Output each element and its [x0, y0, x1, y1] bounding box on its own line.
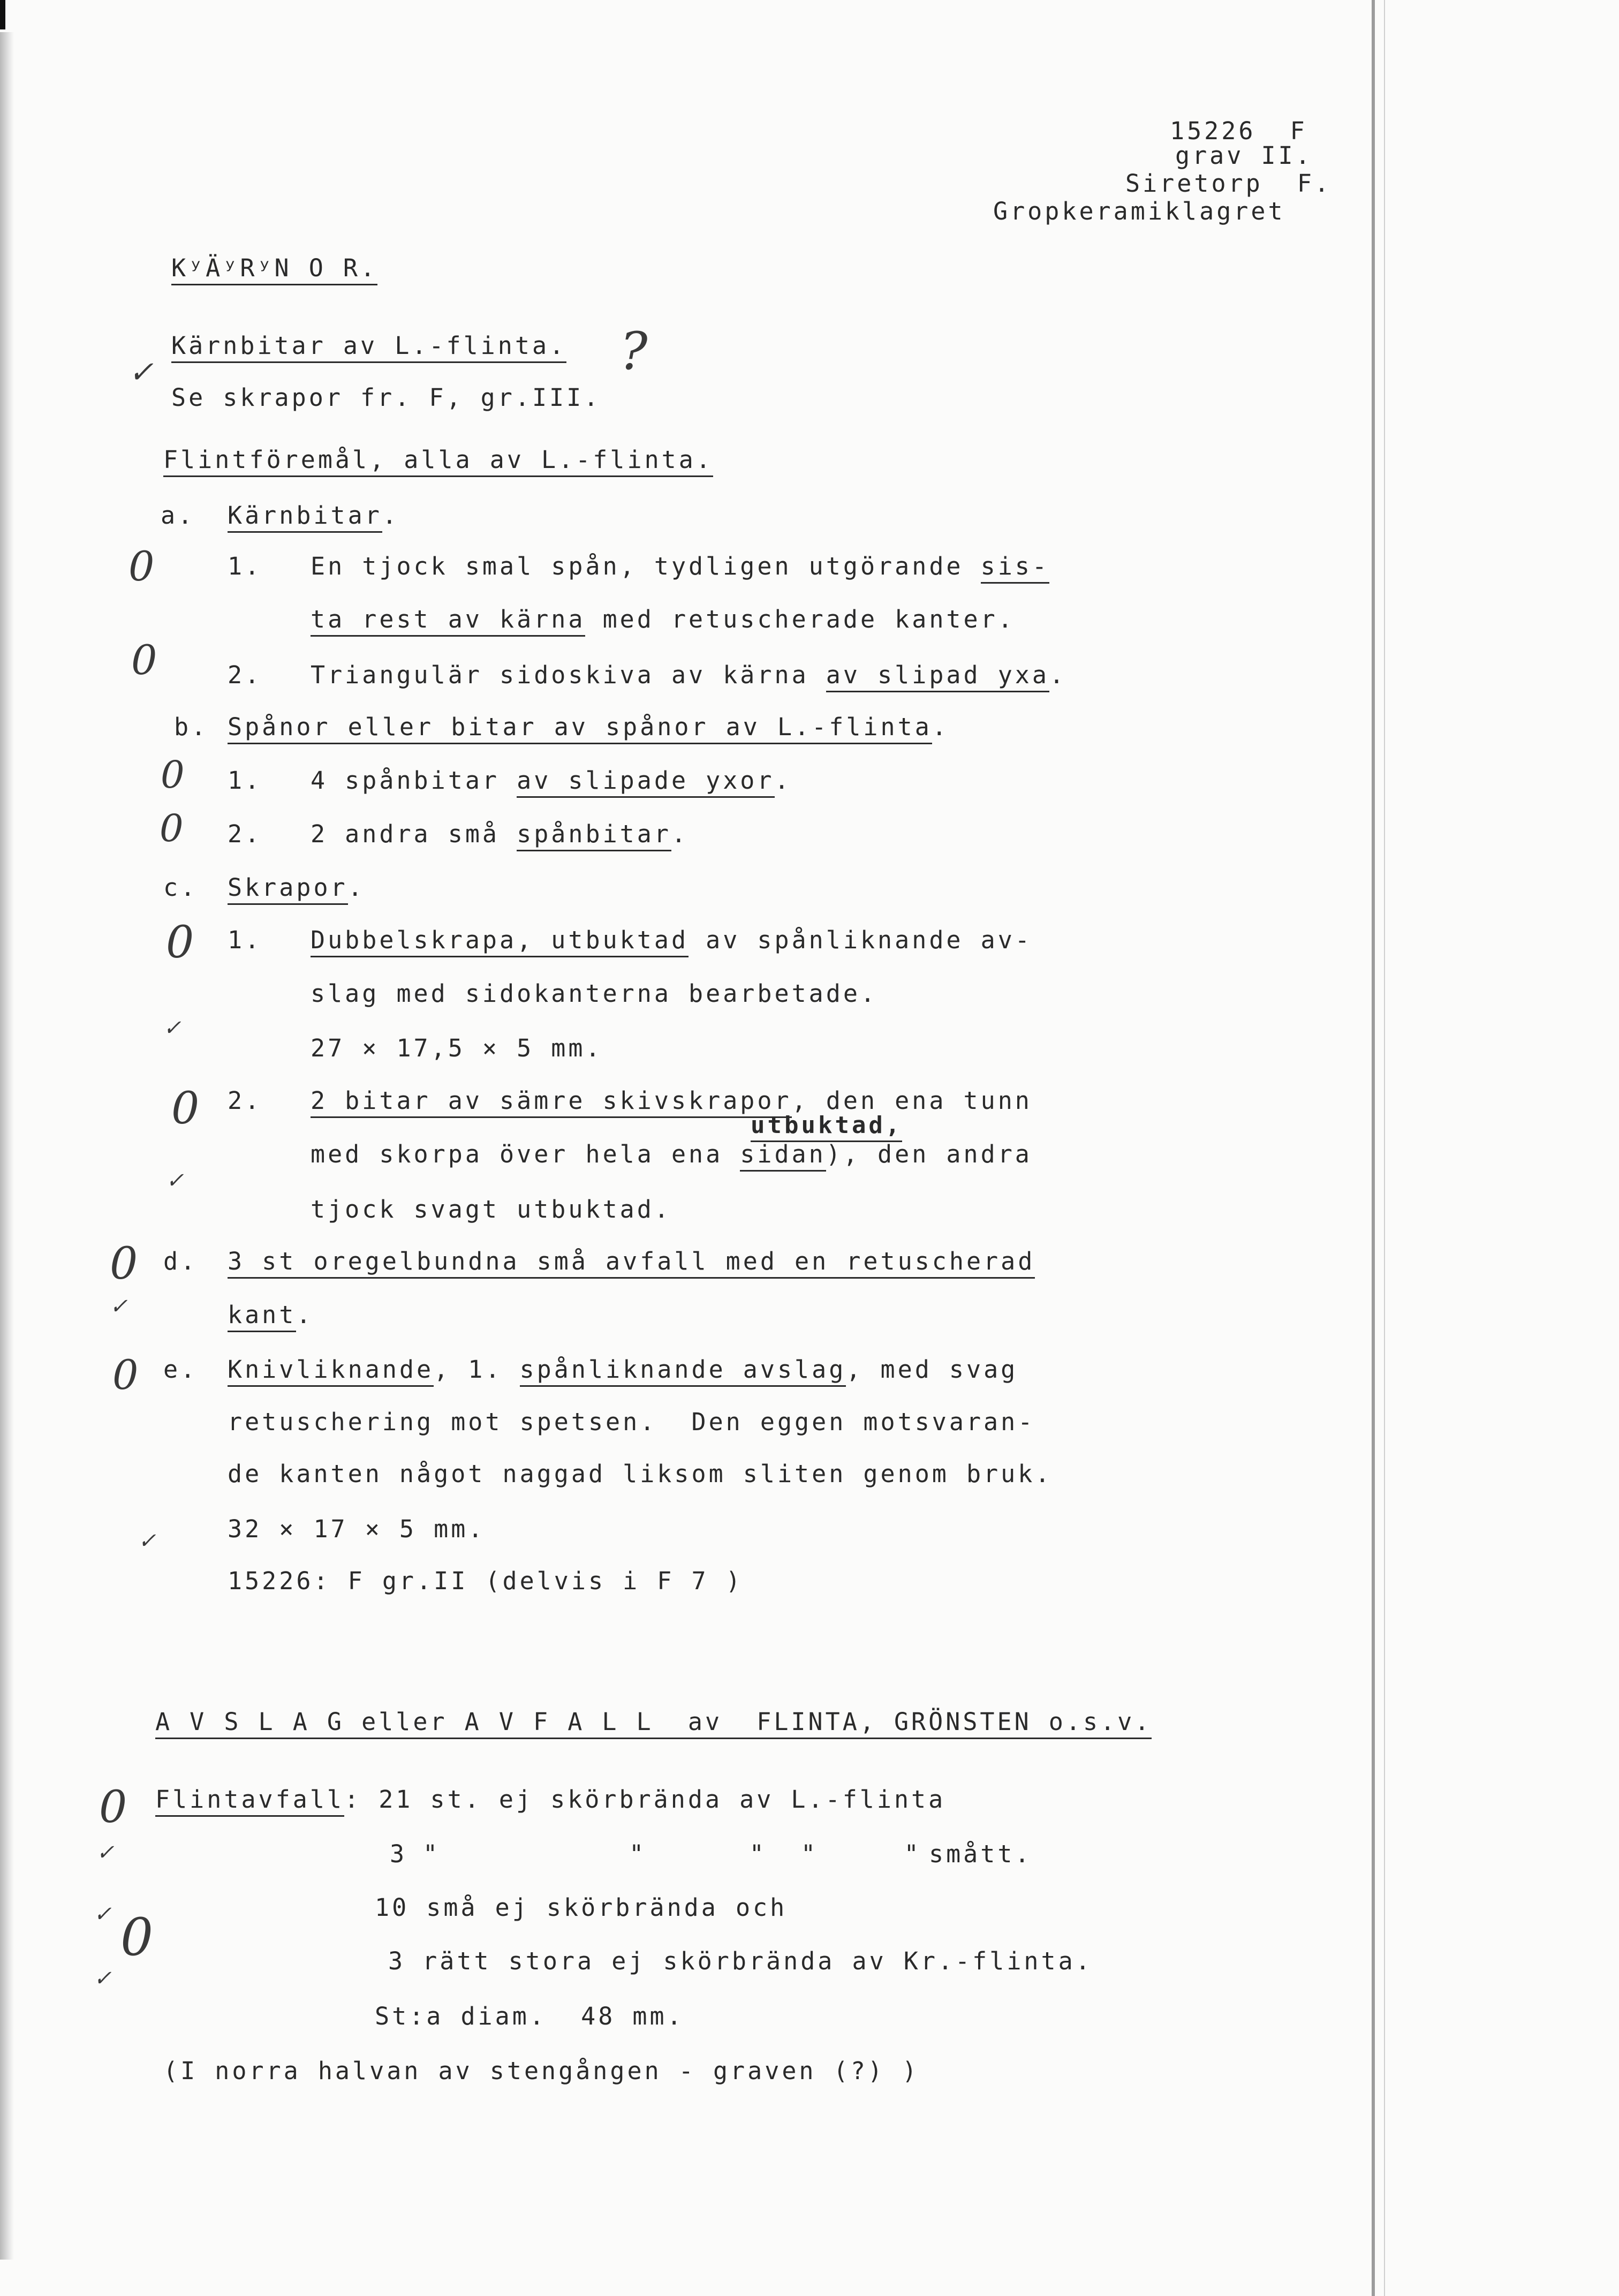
item-letter-e: e.	[163, 1355, 198, 1384]
item-c1-number: 1.	[228, 926, 262, 954]
item-b-title: Spånor eller bitar av spånor av L.-flinta.	[228, 715, 949, 739]
karnbitar-line: Kärnbitar av L.-flinta.	[171, 334, 566, 358]
zero-mark: 0	[120, 1907, 154, 1967]
item-a1-number: 1.	[228, 552, 262, 580]
item-e-text-line3: de kanten något naggad liksom sliten genom bruk.	[228, 1460, 1053, 1488]
question-mark: ?	[620, 321, 648, 381]
scan-edge-left	[0, 32, 14, 2260]
section-title-karnor: KʸÄʸRʸN O R.	[171, 256, 377, 280]
checkmark: ✓	[94, 1902, 112, 1927]
zero-mark: 0	[110, 1238, 138, 1289]
item-letter-a: a.	[161, 501, 195, 530]
flintavfall-line3: 10 små ej skörbrända och	[375, 1893, 788, 1922]
zero-mark: 0	[161, 753, 185, 797]
zero-mark: 0	[166, 917, 194, 968]
item-c2-text: 2 bitar av sämre skivskrapor, den ena tunn	[311, 1089, 1032, 1113]
item-c-title: Skrapor.	[228, 875, 365, 900]
item-a2-number: 2.	[228, 661, 262, 689]
item-c1-text: Dubbelskrapa, utbuktad av spånliknande av-	[311, 928, 1032, 952]
zero-mark: 0	[131, 636, 157, 684]
grave-label: grav II.	[1175, 141, 1313, 170]
item-letter-d: d.	[163, 1247, 198, 1275]
checkmark: ✓	[110, 1294, 128, 1319]
checkmark: ✓	[138, 1529, 156, 1553]
checkmark: ✓	[94, 1966, 112, 1991]
item-e-catalog-ref: 15226: F gr.II (delvis i F 7 )	[228, 1567, 743, 1595]
item-b2-text: 2 andra små spånbitar.	[311, 822, 689, 846]
site-name: Siretorp F.	[1125, 169, 1332, 198]
item-d-text-line2: kant.	[228, 1303, 313, 1327]
item-b1-text: 4 spånbitar av slipade yxor.	[311, 768, 792, 792]
item-b1-number: 1.	[228, 766, 262, 795]
item-b2-number: 2.	[228, 820, 262, 848]
diameter-line: St:a diam. 48 mm.	[375, 2002, 684, 2030]
item-d-text: 3 st oregelbundna små avfall med en retuscherad	[228, 1249, 1035, 1273]
flintavfall-line2-ditto: " " " " "	[423, 1840, 921, 1868]
location-note: (I norra halvan av stengången - graven (?) )	[163, 2057, 920, 2085]
checkmark: ✓	[96, 1840, 115, 1865]
page-fold-line-2	[1384, 0, 1385, 2296]
checkmark: ✓	[163, 1016, 181, 1040]
item-a1-text: En tjock smal spån, tydligen utgörande sis-	[311, 554, 1049, 578]
layer-name: Gropkeramiklagret	[993, 197, 1285, 225]
page-fold-line	[1372, 0, 1375, 2296]
zero-mark: 0	[99, 1782, 127, 1833]
item-e-dimensions: 32 × 17 × 5 mm.	[228, 1515, 486, 1543]
see-note: Se skrapor fr. F, gr.III.	[171, 383, 601, 412]
zero-mark: 0	[160, 806, 184, 850]
flintavfall-line2-count: 3	[390, 1840, 407, 1868]
item-letter-b: b.	[174, 713, 209, 741]
checkmark: ✓	[166, 1168, 184, 1193]
item-c1-dimensions: 27 × 17,5 × 5 mm.	[311, 1034, 603, 1062]
checkmark: ✓	[128, 355, 154, 390]
section-title-avslag: A V S L A G eller A V F A L L av FLINTA, GRÖNSTEN o.s.v.	[155, 1710, 1152, 1734]
item-e-text: Knivliknande, 1. spånliknande avslag, med svag	[228, 1357, 1018, 1381]
item-e-text-line2: retuschering mot spetsen. Den eggen motsvaran-	[228, 1408, 1035, 1436]
flintavfall-line2-end: smått.	[929, 1840, 1032, 1868]
item-c2-text-line2: med skorpa över hela ena sidan), den andra	[311, 1142, 1032, 1166]
scan-edge-top	[0, 0, 5, 29]
item-c1-text-line2: slag med sidokanterna bearbetade.	[311, 979, 878, 1008]
item-letter-c: c.	[163, 873, 198, 902]
item-a-title: Kärnbitar.	[228, 503, 399, 527]
item-c2-number: 2.	[228, 1086, 262, 1115]
zero-mark: 0	[128, 542, 155, 590]
item-a2-text: Triangulär sidoskiva av kärna av slipad yxa.	[311, 663, 1066, 687]
flintavfall-line: Flintavfall: 21 st. ej skörbrända av L.-flinta	[155, 1787, 945, 1811]
item-c2-insert: utbuktad,	[751, 1114, 902, 1137]
zero-mark: 0	[112, 1351, 139, 1399]
zero-mark: 0	[171, 1083, 200, 1134]
item-c2-text-line3: tjock svagt utbuktad.	[311, 1195, 671, 1223]
flint-heading: Flintföremål, alla av L.-flinta.	[163, 448, 713, 472]
catalog-number: 15226 F	[1170, 117, 1307, 145]
flintavfall-line4: 3 rätt stora ej skörbrända av Kr.-flinta.	[388, 1947, 1093, 1975]
item-a1-text-line2: ta rest av kärna med retuscherade kanter.	[311, 607, 1015, 631]
